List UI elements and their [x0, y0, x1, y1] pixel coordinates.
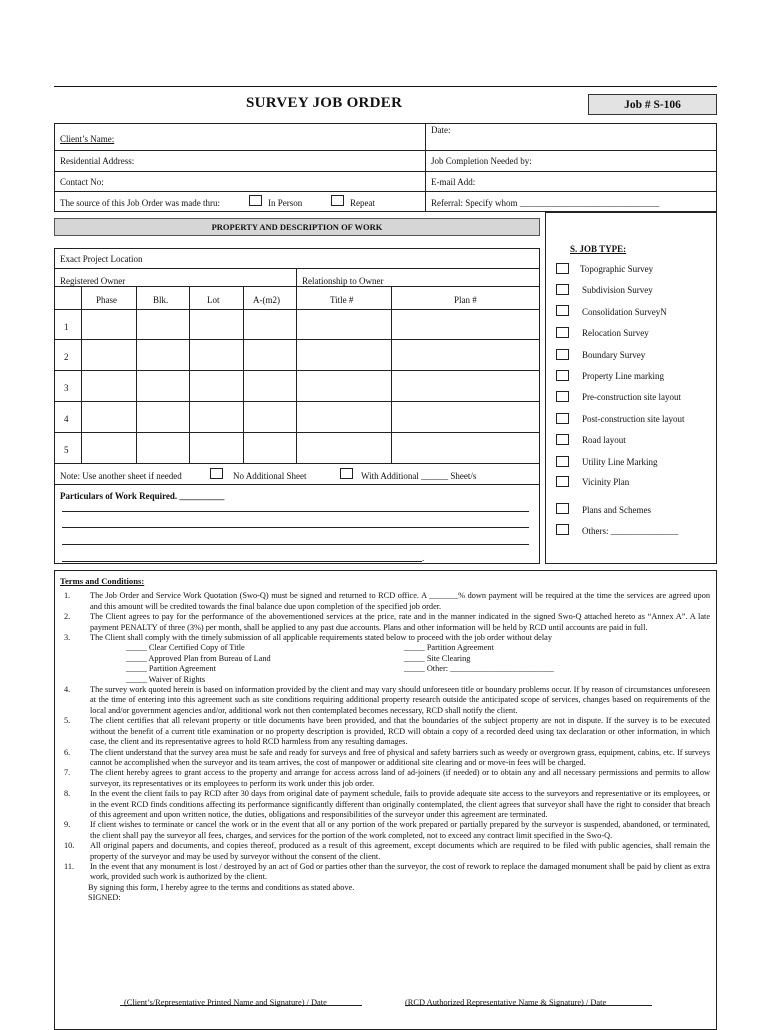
- date-label[interactable]: Date:: [431, 125, 451, 135]
- col-header-plan: Plan #: [454, 295, 477, 305]
- job-type-option: Post-construction site layout: [582, 414, 685, 424]
- project-location-label[interactable]: Exact Project Location: [60, 254, 143, 264]
- divider: [54, 150, 717, 151]
- extra-sheet-note: Note: Use another sheet if needed: [60, 471, 182, 481]
- job-number-box: [588, 94, 717, 115]
- source-label: The source of this Job Order was made thru:: [60, 198, 220, 208]
- with-additional-sheet-label: With Additional ______ Sheet/s: [361, 471, 477, 481]
- client-signature-caption: (Client’s/Representative Printed Name and Signature) / Date: [124, 998, 327, 1007]
- in-person-label: In Person: [268, 198, 303, 208]
- job-type-checkbox[interactable]: [556, 524, 569, 535]
- col-header-title: Title #: [330, 295, 354, 305]
- term-number: 8.: [64, 789, 71, 799]
- divider: [54, 286, 540, 287]
- particulars-line[interactable]: [62, 544, 529, 545]
- term-number: 7.: [64, 768, 71, 778]
- divider: [425, 123, 426, 212]
- divider: [54, 191, 717, 192]
- table-rule: [54, 463, 540, 464]
- term-item: [60, 591, 710, 612]
- requirement-item[interactable]: _____ Partition Agreement: [126, 664, 216, 674]
- job-type-option: Utility Line Marking: [582, 457, 658, 467]
- term-text: In the event that any monument is lost / destroyed by an act of God or parties other than the surveyor, the cost of rework to replace the damaged monument shall be paid by client as extra work, provided such work is authorized by the client.: [90, 861, 710, 882]
- particulars-line[interactable]: [62, 527, 529, 528]
- terms-section: [60, 576, 710, 904]
- job-type-checkbox[interactable]: [556, 391, 569, 402]
- job-type-option: Road layout: [582, 435, 626, 445]
- job-type-checkbox[interactable]: [556, 305, 569, 316]
- term-number: 2.: [64, 612, 71, 622]
- table-col-rule: [391, 286, 392, 463]
- job-type-checkbox[interactable]: [556, 284, 569, 295]
- job-type-checkbox[interactable]: [556, 476, 569, 487]
- repeat-label: Repeat: [350, 198, 375, 208]
- term-item: [60, 841, 710, 862]
- term-item: [60, 789, 710, 820]
- requirements-left: [126, 643, 404, 685]
- no-additional-sheet-checkbox[interactable]: [210, 468, 223, 479]
- requirement-item[interactable]: _____ Clear Certified Copy of Title: [126, 643, 245, 653]
- term-number: 6.: [64, 747, 71, 757]
- with-additional-sheet-checkbox[interactable]: [340, 468, 353, 479]
- table-col-rule: [136, 286, 137, 463]
- row-number: 5: [64, 445, 69, 455]
- table-col-rule: [81, 286, 82, 463]
- row-number: 3: [64, 383, 69, 393]
- term-item: [60, 685, 710, 716]
- term-number: 11.: [64, 861, 75, 871]
- signed-label: SIGNED:: [88, 893, 121, 903]
- term-number: 5.: [64, 716, 71, 726]
- referral-field[interactable]: Referral: Specify whom _______________________________: [431, 198, 660, 208]
- job-type-option: Consolidation SurveyN: [582, 307, 667, 317]
- term-text: All original papers and documents, and copies thereof, produced as a result of this agreement, except documents which are required to be filed with public agencies, shall remain the property of the surveyor and may be used by surveyor without the consent of the client.: [90, 841, 710, 861]
- job-type-option: Relocation Survey: [582, 328, 649, 338]
- particulars-line[interactable]: [62, 511, 529, 512]
- requirements-list: [60, 643, 710, 685]
- term-text: The client understand that the survey area must be safe and ready for surveys and free of physical and safety barriers such as weedy or overgrown grass, equipment, cabins, etc. If surveys cannot be accomplished when the surveyor and its team arrives, the cost of manpower or additional site clearing and or move-in fees will be charged.: [90, 747, 710, 767]
- divider: [54, 484, 540, 485]
- requirements-right: [404, 643, 554, 685]
- requirement-item[interactable]: _____ Partition Agreement: [404, 643, 494, 653]
- term-item: [60, 612, 710, 633]
- job-type-option: Topographic Survey: [580, 264, 654, 274]
- term-item: [60, 768, 710, 789]
- agreement-statement: By signing this form, I hereby agree to the terms and conditions as stated above.: [88, 882, 355, 892]
- divider: [296, 268, 297, 286]
- job-type-checkbox[interactable]: [556, 503, 569, 514]
- term-item: [60, 820, 710, 841]
- requirement-item[interactable]: _____ Other: _________________________: [404, 664, 554, 674]
- completion-label[interactable]: Job Completion Needed by:: [431, 156, 532, 166]
- term-text: In the event the client fails to pay RCD after 30 days from original date of payment schedule, fails to provide adequate site access to the surveyors and representative or its employees, or in the event RCD finds conditions affecting its performance significantly different than originally contemplated, the client agrees that surveyor shall have the right to consider that breach of this agreement and upon written notice, the duties, obligations and responsibilities of the surveyor under this agreement are terminated.: [90, 789, 710, 819]
- terms-heading: Terms and Conditions:: [60, 576, 145, 586]
- table-rule: [54, 401, 540, 402]
- job-type-checkbox[interactable]: [556, 456, 569, 467]
- job-type-checkbox[interactable]: [556, 263, 569, 274]
- job-type-option: Property Line marking: [582, 371, 664, 381]
- table-col-rule: [296, 286, 297, 463]
- address-label[interactable]: Residential Address:: [60, 156, 135, 166]
- term-text: The survey work quoted herein is based on information provided by the client and may vary should unforeseen title or boundary problems occur. If by reason of circumstances unforeseen at the time of entering into this agreement such as site conditions requiring additional property research outside the anticipated scope of services, changes based on requirements of the local and/or government agencies and/or, additional work not then contemplated becomes necessary, RCD shall notify the client.: [90, 685, 710, 715]
- relationship-label[interactable]: Relationship to Owner: [302, 276, 384, 286]
- job-type-option: Subdivision Survey: [582, 285, 653, 295]
- job-type-option: Pre-construction site layout: [582, 392, 681, 402]
- job-type-option: Plans and Schemes: [582, 505, 651, 515]
- row-number: 2: [64, 352, 69, 362]
- requirement-item[interactable]: _____ Site Clearing: [404, 653, 471, 663]
- requirement-item[interactable]: _____ Approved Plan from Bureau of Land: [126, 653, 271, 663]
- term-item: [60, 716, 710, 747]
- term-number: 10.: [64, 841, 75, 851]
- col-header-lot: Lot: [207, 295, 220, 305]
- divider: [54, 268, 540, 269]
- row-number: 4: [64, 414, 69, 424]
- property-section-title: PROPERTY AND DESCRIPTION OF WORK: [211, 222, 383, 232]
- job-type-checkbox[interactable]: [556, 413, 569, 424]
- term-item: [60, 862, 710, 883]
- term-number: 3.: [64, 633, 71, 643]
- term-text: The Client shall comply with the timely submission of all applicable requirements stated below to proceed with the job order without delay: [90, 633, 552, 643]
- term-text: If client wishes to terminate or cancel the work or in the event that all or any portion of the work prepared or partially prepared by the surveyor is suspended, abandoned, or terminated, the client shall pay the surveyor all fees, charges, and services for the portion of the work completed, not to exceed any contract limit specified in the Swo-Q.: [90, 820, 710, 840]
- col-header-area: A-(m2): [253, 295, 280, 305]
- table-rule: [54, 309, 540, 310]
- term-text: The Client agrees to pay for the performance of the abovementioned services at the price, rate and in the manner indicated in the signed Swo-Q attached hereto as “Annex A”. A late payment PENALTY of three (3%) per month, shall be applied to any past due accounts. Plans and other information will be held by RCD until accounts are paid in full.: [90, 612, 710, 632]
- email-label[interactable]: E-mail Add:: [431, 177, 476, 187]
- term-number: 4.: [64, 685, 71, 695]
- job-type-checkbox[interactable]: [556, 327, 569, 338]
- job-type-header: S. JOB TYPE:: [570, 244, 627, 254]
- requirement-item[interactable]: _____ Waiver of Rights: [126, 674, 206, 684]
- table-rule: [54, 432, 540, 433]
- term-item: [60, 633, 710, 643]
- table-col-rule: [243, 286, 244, 463]
- term-number: 9.: [64, 820, 71, 830]
- particulars-label: Particulars of Work Required. __________: [60, 491, 225, 501]
- property-section-header: [54, 218, 540, 236]
- particulars-line[interactable]: [62, 561, 422, 562]
- table-rule: [54, 370, 540, 371]
- job-type-option: Others: _______________: [582, 526, 679, 536]
- job-type-option: Vicinity Plan: [582, 477, 630, 487]
- col-header-blk: Blk.: [153, 295, 169, 305]
- term-text: The Job Order and Service Work Quotation (Swo-Q) must be signed and returned to RCD office. A _______% down payment will be required at the time the services are agreed upon and this amount will be credited towards the final balance due upon completion of the specified job order.: [90, 591, 710, 611]
- job-type-checkbox[interactable]: [556, 370, 569, 381]
- term-number: 1.: [64, 591, 71, 601]
- no-additional-sheet-label: No Additional Sheet: [233, 471, 307, 481]
- in-person-checkbox[interactable]: [249, 195, 262, 206]
- term-text: The client certifies that all relevant property or title documents have been provided, and that the boundaries of the subject property are not in dispute. If the survey is to be executed without the benefit of a current title examination or no property description is provided, RCD will obtain a copy of a recorded deed using tax declaration or other information, in which case, the client and its representative agrees to hold RCD harmless from any resulting damages.: [90, 716, 710, 747]
- job-type-checkbox[interactable]: [556, 349, 569, 360]
- col-header-phase: Phase: [96, 295, 117, 305]
- table-col-rule: [189, 286, 190, 463]
- term-text: The client hereby agrees to grant access to the property and arrange for access across land of ad-joiners (if needed) or to obtain any and all necessary permissions and permits to allow surveyor, its representatives or its employees to perform its work under this job order.: [90, 768, 710, 788]
- job-number: Job # S-106: [624, 98, 681, 111]
- rcd-signature-caption: (RCD Authorized Representative Name & Signature) / Date: [405, 998, 607, 1007]
- page-title: SURVEY JOB ORDER: [246, 95, 403, 111]
- repeat-checkbox[interactable]: [331, 195, 344, 206]
- term-item: [60, 748, 710, 769]
- registered-owner-label[interactable]: Registered Owner: [60, 276, 126, 286]
- divider: [54, 171, 717, 172]
- contact-label[interactable]: Contact No:: [60, 177, 104, 187]
- top-rule: [54, 86, 717, 87]
- client-name-label[interactable]: Client’s Name:: [60, 134, 115, 144]
- table-rule: [54, 339, 540, 340]
- job-type-checkbox[interactable]: [556, 434, 569, 445]
- row-number: 1: [64, 322, 69, 332]
- particulars-line-end: .: [422, 553, 425, 563]
- job-type-option: Boundary Survey: [582, 350, 646, 360]
